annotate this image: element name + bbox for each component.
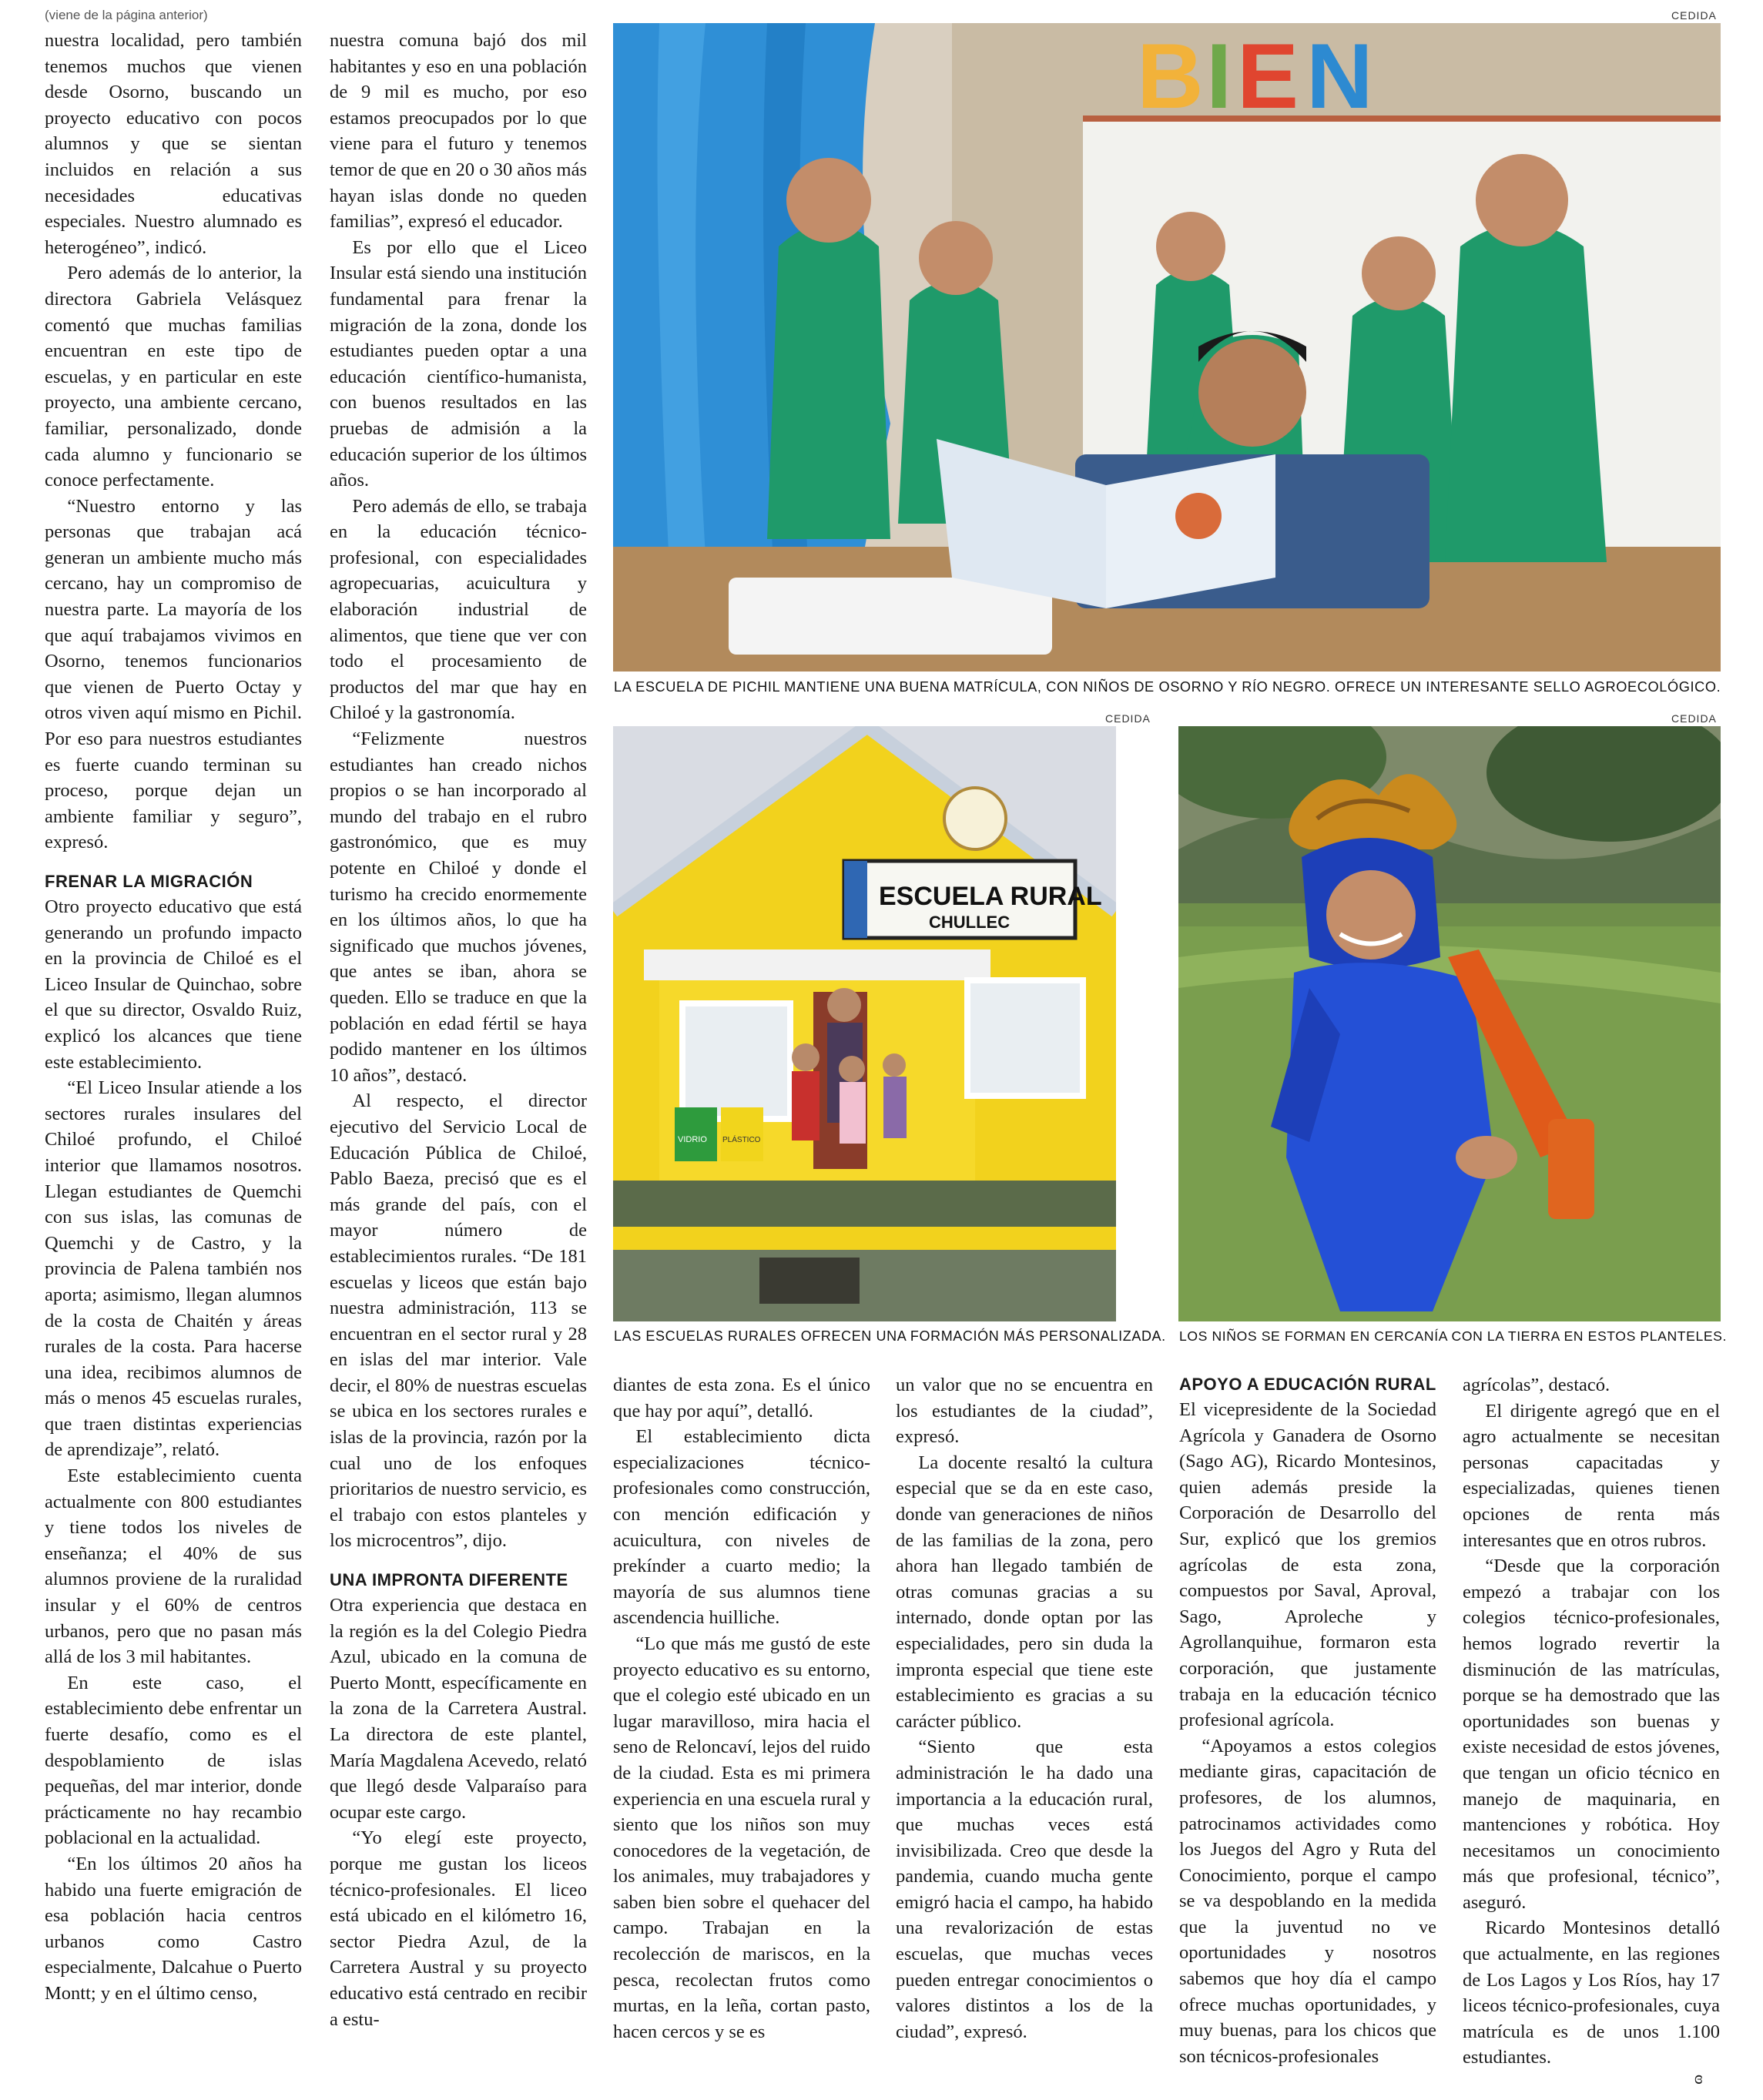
paragraph: “Lo que más me gustó de este proyecto educativo es su entorno, que el colegio esté ubicado en un lugar maravilloso, mira hacia el seno de Reloncaví, lejos del ruido de la ciudad. Esta es mi primera experiencia en una escuela rural y siento que los niños son muy conocedores de la vegetación, de los animales, muy trabajadores y saben bien sobre el quehacer del campo. Trabajan en la recolección de mariscos, en la pesca, recolectan frutos como murtas, en la leña, cortan pasto, hacen cercos y se es (613, 1633, 870, 2042)
photo-credit: CEDIDA (1671, 9, 1717, 22)
classroom-illustration (613, 23, 1721, 672)
paragraph: “Apoyamos a estos colegios mediante giras, capacitación de profesores, de los alumnos, patrocinamos actividades como los Juegos del Agro y Ruta del Conocimiento, porque el campo se va despoblando en la medida que la juventud no ve oportunidades y nosotros sabemos que hoy día el campo ofrece muchas oportunidades, y muy buenas, para los chicos que son técnicos-profesionales (1179, 1735, 1436, 2067)
school-sign-line1: ESCUELA RURAL (879, 882, 1102, 911)
paragraph: Al respecto, el director ejecutivo del Servicio Local de Educación Pública de Chiloé, Pablo Baeza, precisó que es el más grande del país, con el mayor número de establecimientos rurales. “De 181 escuelas y liceos que están bajo nuestra administración, 113 se encuentran en el sector rural y 28 en islas del mar interior. Vale decir, el 80% de nuestras escuelas se ubica en los sectores rurales e islas de la provincia, razón por la cual uno de los enfoques prioritarios de nuestro servicio, es el trabajo con estos planteles y los microcentros”, dijo. (330, 1090, 587, 1552)
bin-label-plastico: PLÁSTICO (722, 1136, 761, 1144)
paragraph: agrícolas”, destacó. (1463, 1375, 1610, 1395)
paragraph: “Felizmente nuestros estudiantes han creado nichos propios o se han incorporado al mundo del trabajo en el rubro gastronómico, que es muy potente en Chiloé y donde el turismo ha crecido enormemente en los últimos años, lo que ha significado que muchos jóvenes, que antes se iban, ahora se queden. Ello se traduce en que la población en edad fértil se haya podido mantener en los últimos 10 años”, destacó. (330, 728, 587, 1086)
article-column-3 (613, 1372, 870, 2088)
article-column-5 (1179, 1372, 1436, 2088)
paragraph: “Desde que la corporación empezó a trabajar con los colegios técnico-profesionales, hemos logrado revertir la disminución de las matrículas, porque se ha demostrado que las oportunidades son buenas y existe necesidad de estos jóvenes, que tengan un oficio técnico en manejo de maquinaria, en mantenciones y robótica. Hoy necesitamos un conocimiento más que profesional, técnico”, aseguró. (1463, 1556, 1720, 1913)
school-illustration (613, 726, 1116, 1321)
photo-nino-con-hojas (1178, 726, 1721, 1321)
bin-label-vidrio: VIDRIO (678, 1135, 707, 1144)
photo-escuela-rural-chullec (613, 726, 1116, 1321)
continued-from-previous-page: (viene de la página anterior) (45, 8, 208, 22)
subheading-una-impronta-diferente: UNA IMPRONTA DIFERENTE (330, 1570, 568, 1590)
paragraph: “Nuestro entorno y las personas que trabajan acá generan un ambiente mucho más cercano, hay un compromiso de nuestra parte. La mayoría de los que aquí trabajamos vivimos en Osorno, tenemos funcionarios que vienen de Puerto Octay y otros viven aquí mismo en Pichil. Por eso para nuestros estudiantes es fuerte cuando terminan su proceso, porque dejan un ambiente familiar y seguro”, expresó. (45, 495, 302, 853)
board-letter: B (1137, 25, 1204, 128)
subheading-apoyo-a-educacion-rural: APOYO A EDUCACIÓN RURAL (1179, 1375, 1436, 1394)
photo-classroom (613, 23, 1721, 672)
article-column-1 (45, 28, 302, 2092)
svg-text:I: I (1206, 25, 1232, 128)
photo-caption-ninos: LOS NIÑOS SE FORMAN EN CERCANÍA CON LA TIERRA EN ESTOS PLANTELES. (1179, 1328, 1727, 1344)
paragraph: “Yo elegí este proyecto, porque me gustan los liceos técnico-profesionales. El liceo está ubicado en el kilómetro 16, sector Piedra Azul, de la Carretera Austral y su proyecto educativo está centrado en recibir a estu- (330, 1827, 587, 2030)
paragraph: diantes de esta zona. Es el único que hay por aquí”, detalló. (613, 1375, 870, 1422)
child-illustration (1178, 726, 1721, 1321)
article-end-mark: ɞ (1694, 2068, 1703, 2088)
paragraph: El dirigente agregó que en el agro actualmente se necesitan personas capacitadas y especializadas, quienes tienen opciones de renta más interesantes que en otros rubros. (1463, 1400, 1720, 1551)
paragraph: Es por ello que el Liceo Insular está siendo una institución fundamental para frenar la migración de la zona, donde los estudiantes pueden optar a una educación científico-humanista, con buenos resultados en las pruebas de admisión a la educación superior de los últimos años. (330, 236, 587, 491)
paragraph: El establecimiento dicta especializaciones técnico-profesionales como construcción, con mención edificación y acuicultura, con niveles de prekínder a cuarto medio; la mayoría de sus alumnos tiene ascendencia huilliche. (613, 1426, 870, 1629)
subheading-frenar-la-migracion: FRENAR LA MIGRACIÓN (45, 872, 253, 891)
paragraph: Otra experiencia que destaca en la región es la del Colegio Piedra Azul, ubicado en la comuna de Puerto Montt, específicamente en la zona de la Carretera Austral. La directora de este plantel, María Magdalena Acevedo, relató que llegó desde Valparaíso para ocupar este cargo. (330, 1595, 587, 1823)
paragraph: Pero además de lo anterior, la directora Gabriela Velásquez comentó que muchas familias encuentran en este tipo de escuelas, y en particular en este proyecto, una ambiente cercano, familiar, personalizado, donde cada alumno y funcionario se conoce perfectamente. (45, 263, 302, 491)
paragraph: “Siento que esta administración le ha dado una importancia a la educación rural, que muchas veces está invisibilizada. Creo que desde la pandemia, cuando mucha gente emigró hacia el campo, ha habido una revalorización de estas escuelas, que muchas veces pueden entregar conocimientos o valores distintos a los de la ciudad”, expresó. (896, 1737, 1153, 2042)
article-column-6 (1463, 1372, 1720, 2088)
paragraph: nuestra localidad, pero también tenemos muchos que vienen desde Osorno, buscando un proyecto educativo con pocos alumnos y que se sientan incluidos en relación a sus necesidades educativas especiales. Nuestro alumnado es heterogéneo”, indicó. (45, 30, 302, 258)
paragraph: Pero además de ello, se trabaja en la educación técnico-profesional, con especialidades agropecuarias, acuicultura y elaboración industrial de alimentos, que tiene que ver con todo el procesamiento de productos del mar que hay en Chiloé y la gastronomía. (330, 495, 587, 724)
paragraph: El vicepresidente de la Sociedad Agrícola y Ganadera de Osorno (Sago AG), Ricardo Montesinos, quien además preside la Corporación de Desarrollo del Sur, explicó que los gremios agrícolas de esta zona, compuestos por Saval, Aproval, Sago, Aproleche y Agrollanquihue, formaron esta corporación, que justamente trabaja en la educación técnico profesional agrícola. (1179, 1399, 1436, 1731)
paragraph: nuestra comuna bajó dos mil habitantes y eso en una población de 9 mil es mucho, por eso estamos preocupados por lo que viene para el futuro y tenemos temor de que en 20 o 30 años más hayan islas donde no queden familias”, expresó el educador. (330, 30, 587, 233)
paragraph: Este establecimiento cuenta actualmente con 800 estudiantes y tiene todos los niveles de enseñanza; el 40% de sus alumnos proviene de la ruralidad insular y el 60% de centros urbanos, pero que no pasan más allá de los 3 mil habitantes. (45, 1465, 302, 1668)
photo-credit: CEDIDA (1105, 712, 1151, 725)
photo-credit: CEDIDA (1671, 712, 1717, 725)
paragraph: un valor que no se encuentra en los estudiantes de la ciudad”, expresó. (896, 1375, 1153, 1448)
article-column-2 (330, 28, 587, 2092)
paragraph: “El Liceo Insular atiende a los sectores rurales insulares del Chiloé profundo, el Chiloé interior que llamamos nosotros. Llegan estudiantes de Quemchi con sus islas, las comunas de Quemchi y de Castro, y la provincia de Palena también nos aporta; asimismo, llegan alumnos de la costa de Chaitén y áreas rurales de la costa. Para hacerse una idea, recibimos alumnos de más o menos 45 escuelas rurales, que traen distintas experiencias de aprendizaje”, relató. (45, 1077, 302, 1461)
svg-text:N: N (1306, 25, 1373, 128)
paragraph: En este caso, el establecimiento debe enfrentar un fuerte desafío, como es el despoblamiento de islas pequeñas, del mar interior, donde prácticamente no hay recambio poblacional en la actualidad. (45, 1672, 302, 1849)
photo-caption-escuela-rural: LAS ESCUELAS RURALES OFRECEN UNA FORMACIÓN MÁS PERSONALIZADA. (614, 1328, 1166, 1344)
school-sign-line2: CHULLEC (929, 913, 1011, 932)
photo-caption-classroom: LA ESCUELA DE PICHIL MANTIENE UNA BUENA MATRÍCULA, CON NIÑOS DE OSORNO Y RÍO NEGRO. OFRECE UN INTERESANTE SELLO AGROECOLÓGICO. (614, 679, 1721, 695)
article-column-4 (896, 1372, 1153, 2088)
paragraph: La docente resaltó la cultura especial que se da en este caso, donde van generaciones de niños de las familias de la zona, pero ahora han llegado también de otras comunas gracias a su internado, donde optan por las especialidades, pero sin duda la impronta especial que tiene este establecimiento es gracias a su carácter público. (896, 1452, 1153, 1732)
svg-text:E: E (1237, 25, 1299, 128)
paragraph: Otro proyecto educativo que está generando un profundo impacto en la provincia de Chiloé es el Liceo Insular de Quinchao, sobre el que su director, Osvaldo Ruiz, explicó los alcances que tiene este establecimiento. (45, 896, 302, 1073)
paragraph: Ricardo Montesinos detalló que actualmente, en las regiones de Los Lagos y Los Ríos, hay 17 liceos técnico-profesionales, cuya matrícula es de unos 1.100 estudiantes. (1463, 1917, 1720, 2068)
paragraph: “En los últimos 20 años ha habido una fuerte emigración de esa población hacia centros urbanos como Castro especialmente, Dalcahue o Puerto Montt; y en el último censo, (45, 1853, 302, 2004)
